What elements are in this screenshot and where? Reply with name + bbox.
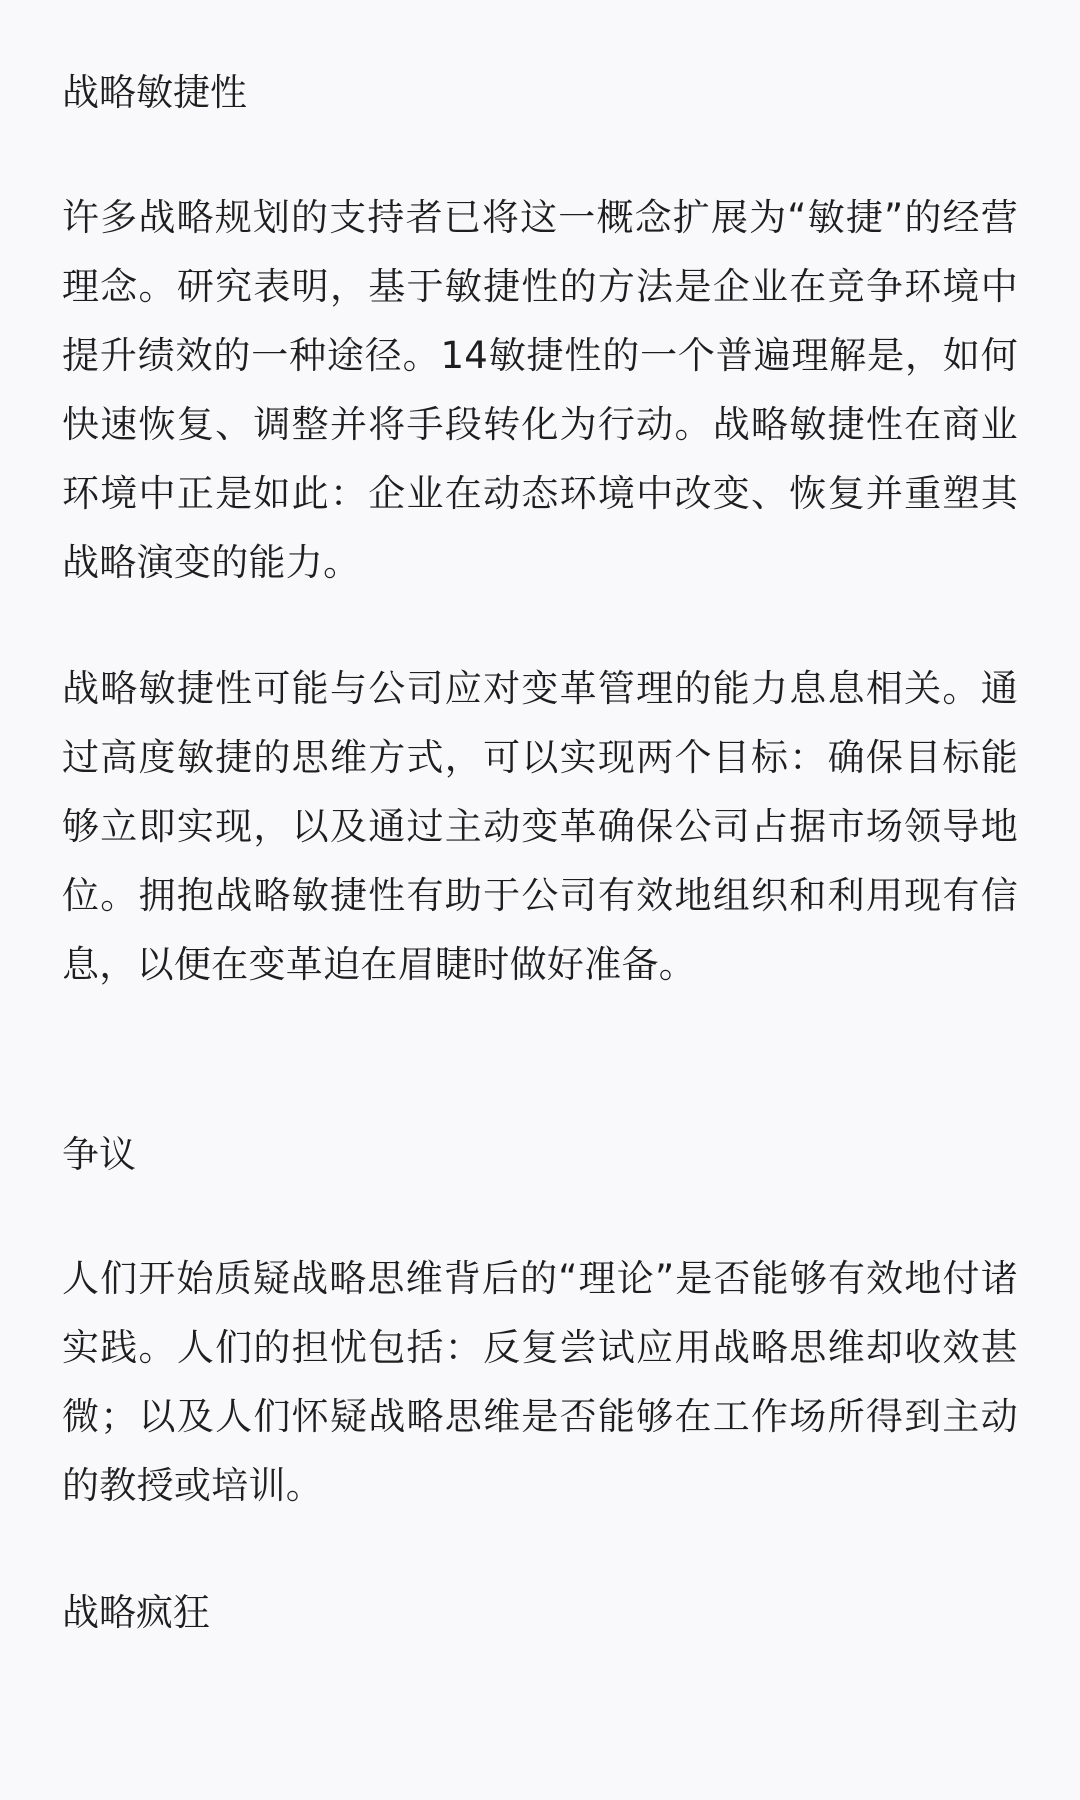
section-heading-strategic-agility: 战略敏捷性	[62, 71, 247, 114]
paragraph-agility-definition: 许多战略规划的支持者已将这一概念扩展为“敏捷”的经营理念。研究表明，基于敏捷性的方法是企业在竞争环境中提升绩效的一种途径。14敏捷性的一个普遍理解是，如何快速恢复、调整并将手段转化为行动。战略敏捷性在商业环境中正是如此：企业在动态环境中改变、恢复并重塑其战略演变的能力。	[62, 196, 1018, 584]
section-heading-controversy: 争议	[62, 1133, 136, 1176]
paragraph-controversy: 人们开始质疑战略思维背后的“理论”是否能够有效地付诸实践。人们的担忧包括：反复尝试应用战略思维却收效甚微；以及人们怀疑战略思维是否能够在工作场所得到主动的教授或培训。	[62, 1257, 1018, 1507]
section-heading-strategic-madness: 战略疯狂	[62, 1591, 210, 1634]
paragraph-agility-change-management: 战略敏捷性可能与公司应对变革管理的能力息息相关。通过高度敏捷的思维方式，可以实现两个目标：确保目标能够立即实现，以及通过主动变革确保公司占据市场领导地位。拥抱战略敏捷性有助于公司有效地组织和利用现有信息，以便在变革迫在眉睫时做好准备。	[62, 667, 1018, 986]
